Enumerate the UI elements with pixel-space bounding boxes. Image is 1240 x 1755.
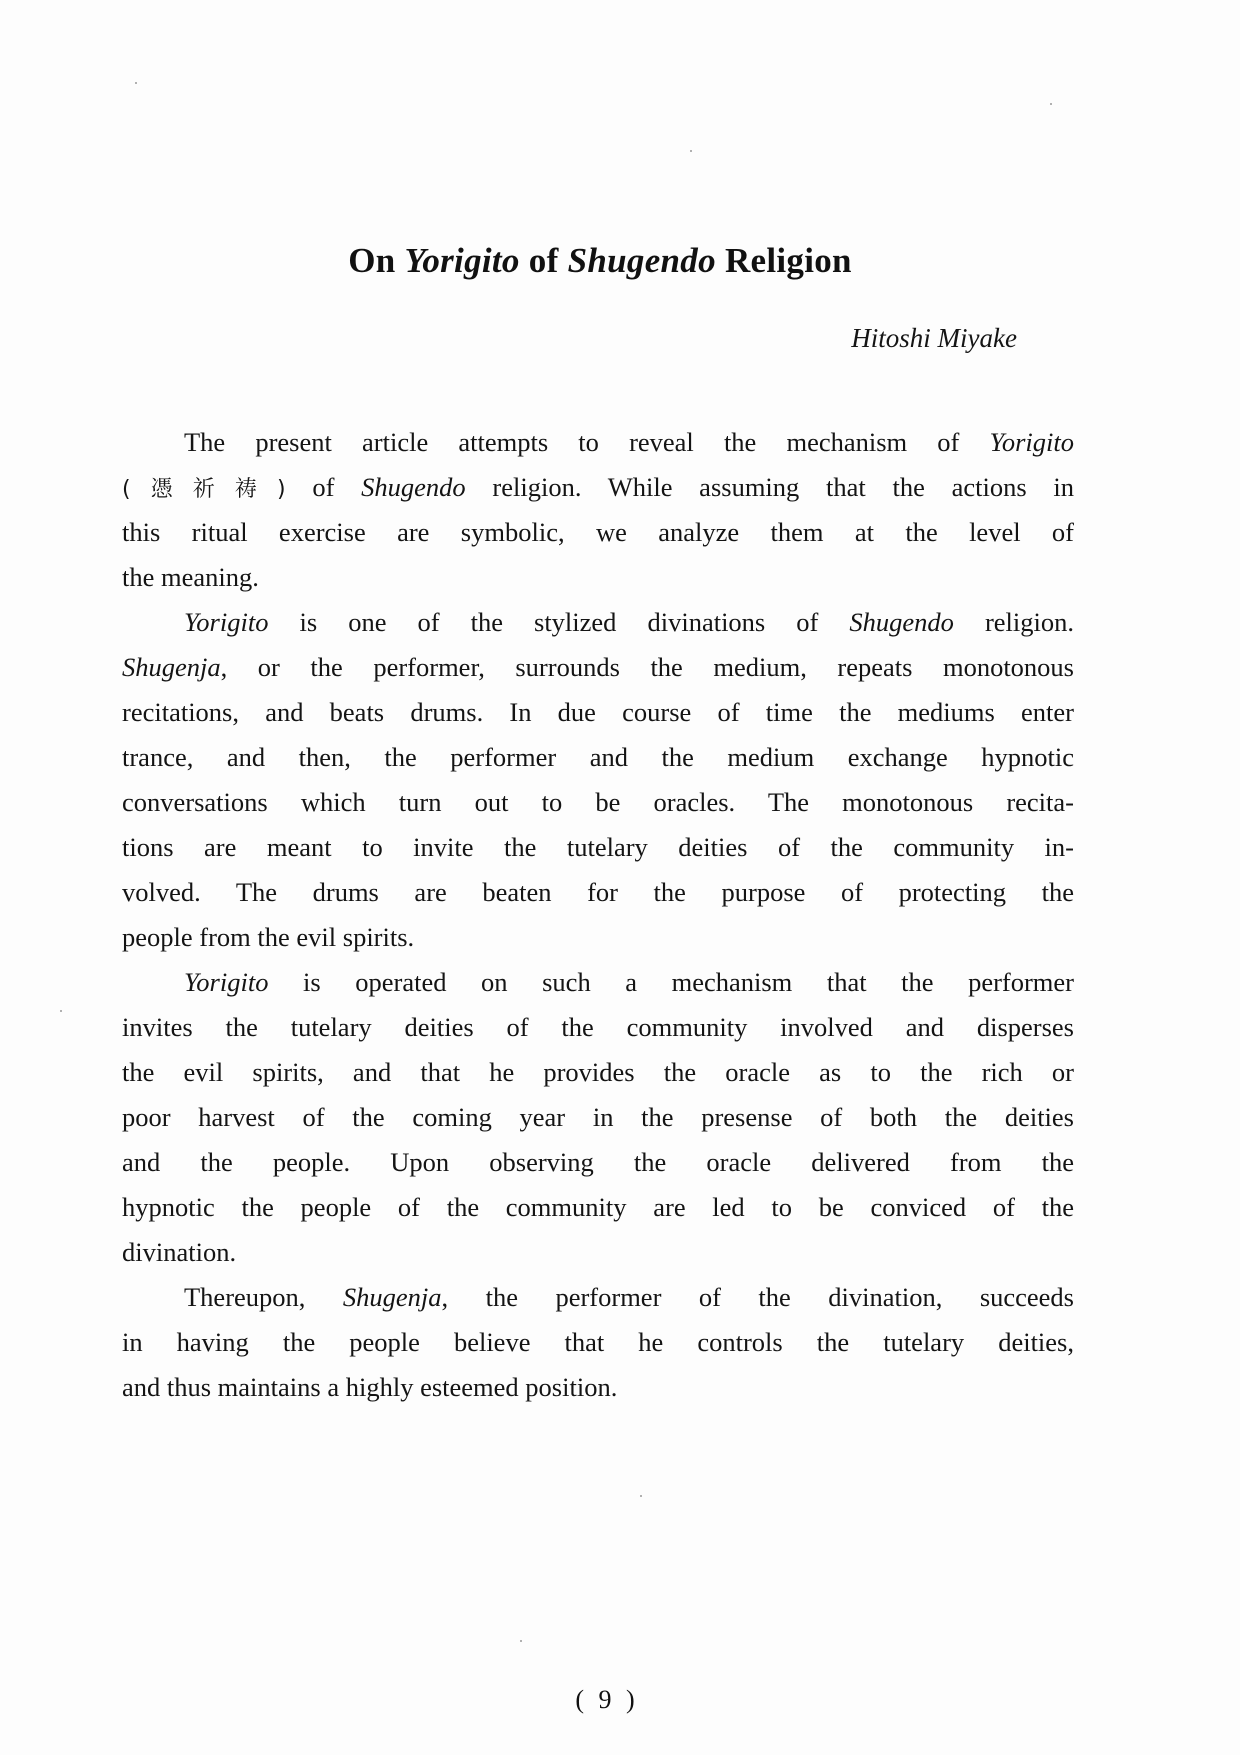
text-line: divination.	[122, 1237, 237, 1267]
article-title	[0, 241, 1200, 281]
text-line: hypnotic the people of the community are led to be conviced of the	[122, 1192, 1074, 1222]
author-name: Hitoshi Miyake	[851, 323, 1017, 353]
text-line	[122, 420, 1074, 465]
article-body	[122, 420, 1074, 1410]
italic-term: Shugenja	[122, 652, 221, 682]
text-line: the evil spirits, and that he provides the oracle as to the rich or	[122, 1057, 1074, 1087]
title-term-shugendo: Shugendo	[567, 241, 716, 281]
text-line: poor harvest of the coming year in the presense of both the deities	[122, 1102, 1074, 1132]
italic-term: Yorigito	[184, 607, 269, 637]
text-line: this ritual exercise are symbolic, we analyze them at the level of	[122, 517, 1074, 547]
text-run: is one of the stylized divinations of	[268, 607, 850, 637]
text-line: in having the people believe that he controls the tutelary deities,	[122, 1327, 1074, 1357]
text-line: recitations, and beats drums. In due course of time the mediums enter	[122, 697, 1074, 727]
text-line	[122, 960, 1074, 1005]
title-part: of	[519, 241, 568, 281]
text-line: trance, and then, the performer and the medium exchange hypnotic	[122, 742, 1074, 772]
text-line: invites the tutelary deities of the community involved and disperses	[122, 1012, 1074, 1042]
text-line: and thus maintains a highly esteemed position.	[122, 1372, 618, 1402]
page-number: ( 9 )	[575, 1685, 635, 1714]
scan-speck	[1050, 103, 1052, 105]
scan-speck	[60, 1010, 62, 1012]
text-run: The present article attempts to reveal the mechanism of	[184, 427, 990, 457]
text-line: tions are meant to invite the tutelary deities of the community in-	[122, 832, 1074, 862]
paragraph-3	[122, 960, 1074, 1275]
title-part: On	[348, 241, 405, 281]
italic-term: Shugendo	[849, 607, 954, 637]
text-line: the meaning.	[122, 562, 259, 592]
text-line	[122, 465, 1074, 510]
title-part: Religion	[715, 241, 852, 281]
italic-term: Yorigito	[989, 427, 1074, 457]
title-term-yorigito: Yorigito	[404, 241, 520, 281]
scan-speck	[135, 82, 137, 84]
scan-speck	[520, 1640, 522, 1642]
italic-term: Shugenja	[342, 1282, 442, 1312]
text-line	[122, 1275, 1074, 1320]
paragraph-4	[122, 1275, 1074, 1410]
text-run: is operated on such a mechanism that the performer	[268, 967, 1074, 997]
text-run: religion.	[953, 607, 1074, 637]
kanji-term: (憑祈祷)	[122, 477, 286, 502]
scan-speck	[690, 150, 692, 152]
text-line	[122, 600, 1074, 645]
italic-term: Yorigito	[184, 967, 269, 997]
text-line: people from the evil spirits.	[122, 922, 415, 952]
text-run: , or the performer, surrounds the medium, repeats monotonous	[220, 652, 1074, 682]
text-run: , the performer of the divination, succeeds	[441, 1282, 1074, 1312]
text-run: Thereupon,	[184, 1282, 343, 1312]
paragraph-1	[122, 420, 1074, 600]
text-line: conversations which turn out to be oracles. The monotonous recita-	[122, 787, 1074, 817]
text-run: religion. While assuming that the actions in	[465, 472, 1075, 502]
text-line: and the people. Upon observing the oracle delivered from the	[122, 1147, 1074, 1177]
text-line: volved. The drums are beaten for the purpose of protecting the	[122, 877, 1074, 907]
scan-speck	[640, 1495, 642, 1497]
text-line	[122, 645, 1074, 690]
italic-term: Shugendo	[361, 472, 466, 502]
paragraph-2	[122, 600, 1074, 960]
text-run: of	[285, 472, 362, 502]
